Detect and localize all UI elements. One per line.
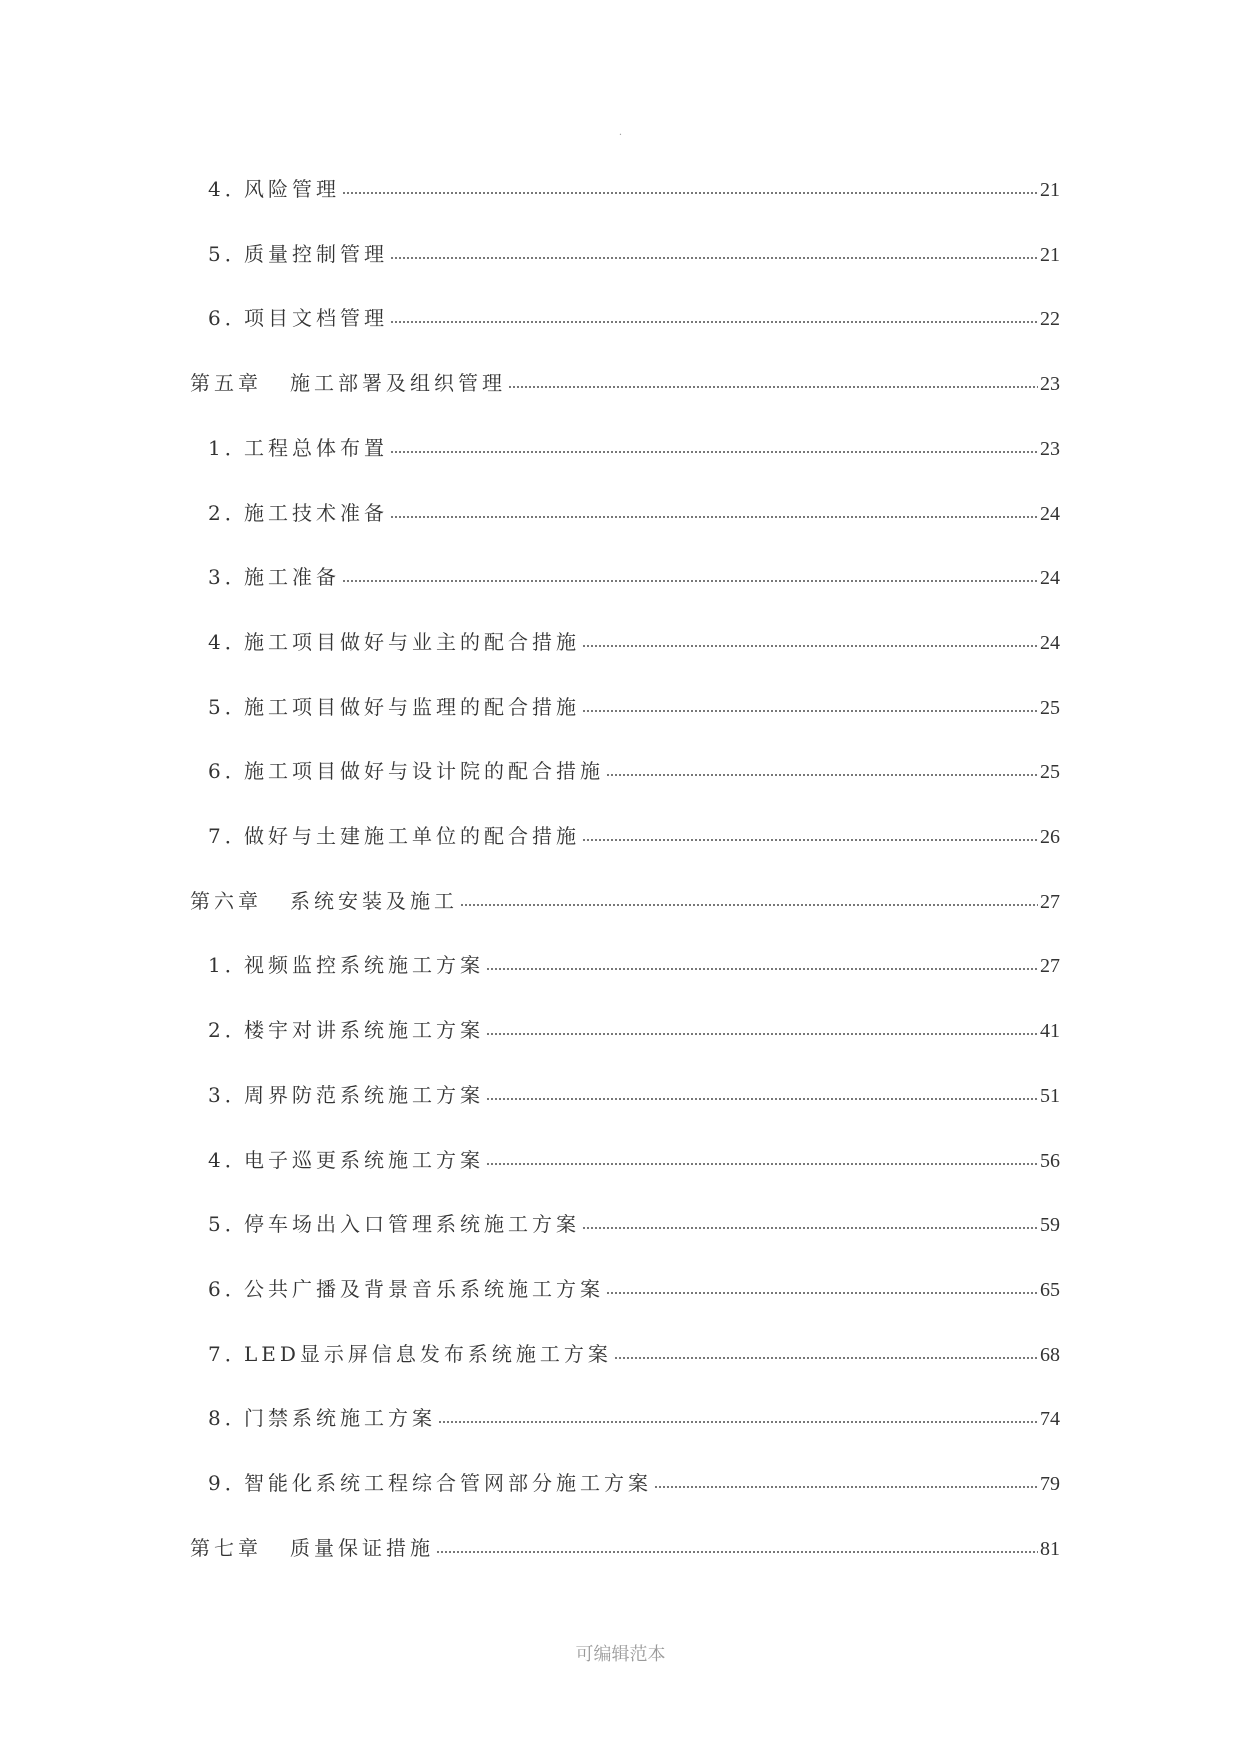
toc-section-number: 6． [208, 306, 249, 331]
toc-dot-leader [486, 1163, 1038, 1165]
toc-page-number: 21 [1040, 179, 1060, 201]
toc-entry-title: 视频监控系统施工方案 [244, 953, 484, 978]
toc-chapter-row[interactable] [190, 1527, 1060, 1561]
toc-chapter-number: 第六章 [190, 888, 262, 913]
toc-page-number: 79 [1040, 1473, 1060, 1495]
toc-section-row[interactable] [208, 427, 1060, 461]
toc-page-number: 74 [1040, 1408, 1060, 1431]
toc-page-number: 56 [1040, 1149, 1060, 1172]
toc-section-row[interactable] [208, 556, 1060, 590]
toc-entry-title: 施工项目做好与业主的配合措施 [244, 629, 580, 654]
toc-dot-leader [582, 645, 1038, 647]
toc-section-row[interactable] [208, 1333, 1060, 1367]
toc-section-number: 2． [208, 1018, 249, 1043]
toc-entry-title: 项目文档管理 [244, 306, 388, 331]
toc-page-number: 21 [1040, 243, 1060, 266]
toc-section-number: 6． [208, 759, 249, 784]
toc-page-number: 27 [1040, 890, 1060, 913]
toc-page-number: 26 [1040, 826, 1060, 848]
toc-dot-leader [582, 839, 1038, 841]
toc-entry-title: 质量保证措施 [290, 1535, 434, 1560]
toc-entry-title: LED显示屏信息发布系统施工方案 [244, 1341, 612, 1366]
toc-entry-title: 工程总体布置 [244, 435, 388, 460]
toc-dot-leader [390, 451, 1038, 453]
toc-page-number: 24 [1040, 567, 1060, 590]
toc-page-number: 65 [1040, 1278, 1060, 1301]
toc-section-row[interactable] [208, 297, 1060, 331]
toc-dot-leader [390, 321, 1038, 323]
toc-entry-title: 周界防范系统施工方案 [244, 1082, 484, 1107]
toc-section-row[interactable] [208, 233, 1060, 267]
toc-dot-leader [606, 774, 1038, 776]
toc-section-number: 1． [208, 435, 249, 460]
toc-page-number: 22 [1040, 308, 1060, 331]
toc-chapter-row[interactable] [190, 880, 1060, 914]
toc-entry-title: 门禁系统施工方案 [244, 1406, 436, 1431]
header-mark: . [618, 127, 623, 138]
toc-page-number: 59 [1040, 1214, 1060, 1237]
toc-entry-title: 公共广播及背景音乐系统施工方案 [244, 1276, 604, 1301]
toc-section-row[interactable] [208, 621, 1060, 655]
toc-entry-title: 电子巡更系统施工方案 [244, 1147, 484, 1172]
toc-section-number: 5． [208, 1212, 249, 1237]
toc-section-row[interactable] [208, 815, 1060, 849]
toc-section-row[interactable] [208, 1139, 1060, 1173]
toc-page-number: 25 [1040, 761, 1060, 784]
toc-dot-leader [582, 1227, 1038, 1229]
toc-entry-title: 楼宇对讲系统施工方案 [244, 1018, 484, 1043]
toc-page-number: 27 [1040, 955, 1060, 978]
toc-entry-title: 系统安装及施工 [290, 888, 458, 913]
toc-dot-leader [390, 516, 1038, 518]
toc-chapter-number: 第五章 [190, 371, 262, 396]
toc-section-number: 9． [208, 1471, 249, 1495]
toc-section-number: 3． [208, 1082, 249, 1107]
toc-section-number: 7． [208, 824, 249, 848]
toc-dot-leader [342, 192, 1038, 194]
toc-dot-leader [654, 1486, 1038, 1488]
toc-section-number: 4． [208, 177, 249, 201]
toc-section-number: 4． [208, 1147, 249, 1172]
toc-section-row[interactable] [208, 1397, 1060, 1431]
toc-section-row[interactable] [208, 750, 1060, 784]
toc-page-number: 23 [1040, 373, 1060, 396]
toc-section-row[interactable] [208, 168, 1060, 202]
toc-dot-leader [606, 1292, 1038, 1294]
toc-dot-leader [508, 386, 1038, 388]
page-footer: 可编辑范本 [575, 1644, 666, 1665]
toc-entry-title: 施工准备 [244, 565, 340, 590]
toc-entry-title: 风险管理 [244, 177, 340, 201]
toc-section-number: 6． [208, 1276, 249, 1301]
toc-section-row[interactable] [208, 1268, 1060, 1302]
toc-section-row[interactable] [208, 1074, 1060, 1108]
toc-entry-title: 停车场出入口管理系统施工方案 [244, 1212, 580, 1237]
toc-chapter-row[interactable] [190, 362, 1060, 396]
toc-section-row[interactable] [208, 492, 1060, 526]
toc-dot-leader [436, 1551, 1038, 1553]
toc-entry-title: 施工项目做好与设计院的配合措施 [244, 759, 604, 784]
toc-entry-title: 智能化系统工程综合管网部分施工方案 [244, 1471, 652, 1495]
toc-section-row[interactable] [208, 1462, 1060, 1496]
toc-entry-title: 质量控制管理 [244, 241, 388, 266]
toc-dot-leader [582, 710, 1038, 712]
toc-page-number: 81 [1040, 1537, 1060, 1560]
toc-page-number: 25 [1040, 696, 1060, 719]
toc-dot-leader [486, 1033, 1038, 1035]
toc-section-row[interactable] [208, 1203, 1060, 1237]
toc-dot-leader [342, 580, 1038, 582]
toc-section-number: 5． [208, 241, 249, 266]
toc-section-number: 2． [208, 500, 249, 525]
toc-page-number: 51 [1040, 1084, 1060, 1107]
toc-section-row[interactable] [208, 686, 1060, 720]
toc-section-row[interactable] [208, 1009, 1060, 1043]
toc-section-number: 3． [208, 565, 249, 590]
toc-page-number: 68 [1040, 1343, 1060, 1366]
toc-entry-title: 做好与土建施工单位的配合措施 [244, 824, 580, 848]
toc-dot-leader [486, 968, 1038, 970]
toc-chapter-number: 第七章 [190, 1535, 262, 1560]
toc-dot-leader [438, 1421, 1038, 1423]
toc-section-number: 7． [208, 1341, 249, 1366]
toc-entry-title: 施工项目做好与监理的配合措施 [244, 694, 580, 719]
toc-section-number: 4． [208, 629, 249, 654]
toc-page-number: 24 [1040, 502, 1060, 525]
toc-entry-title: 施工技术准备 [244, 500, 388, 525]
toc-dot-leader [460, 904, 1038, 906]
toc-page-number: 41 [1040, 1020, 1060, 1043]
toc-page-number: 24 [1040, 631, 1060, 654]
toc-section-number: 1． [208, 953, 249, 978]
toc-section-number: 8． [208, 1406, 249, 1431]
toc-dot-leader [390, 257, 1038, 259]
toc-dot-leader [486, 1098, 1038, 1100]
toc-entry-title: 施工部署及组织管理 [290, 371, 506, 396]
toc-page-number: 23 [1040, 437, 1060, 460]
toc-section-number: 5． [208, 694, 249, 719]
toc-dot-leader [614, 1357, 1038, 1359]
toc-section-row[interactable] [208, 944, 1060, 978]
